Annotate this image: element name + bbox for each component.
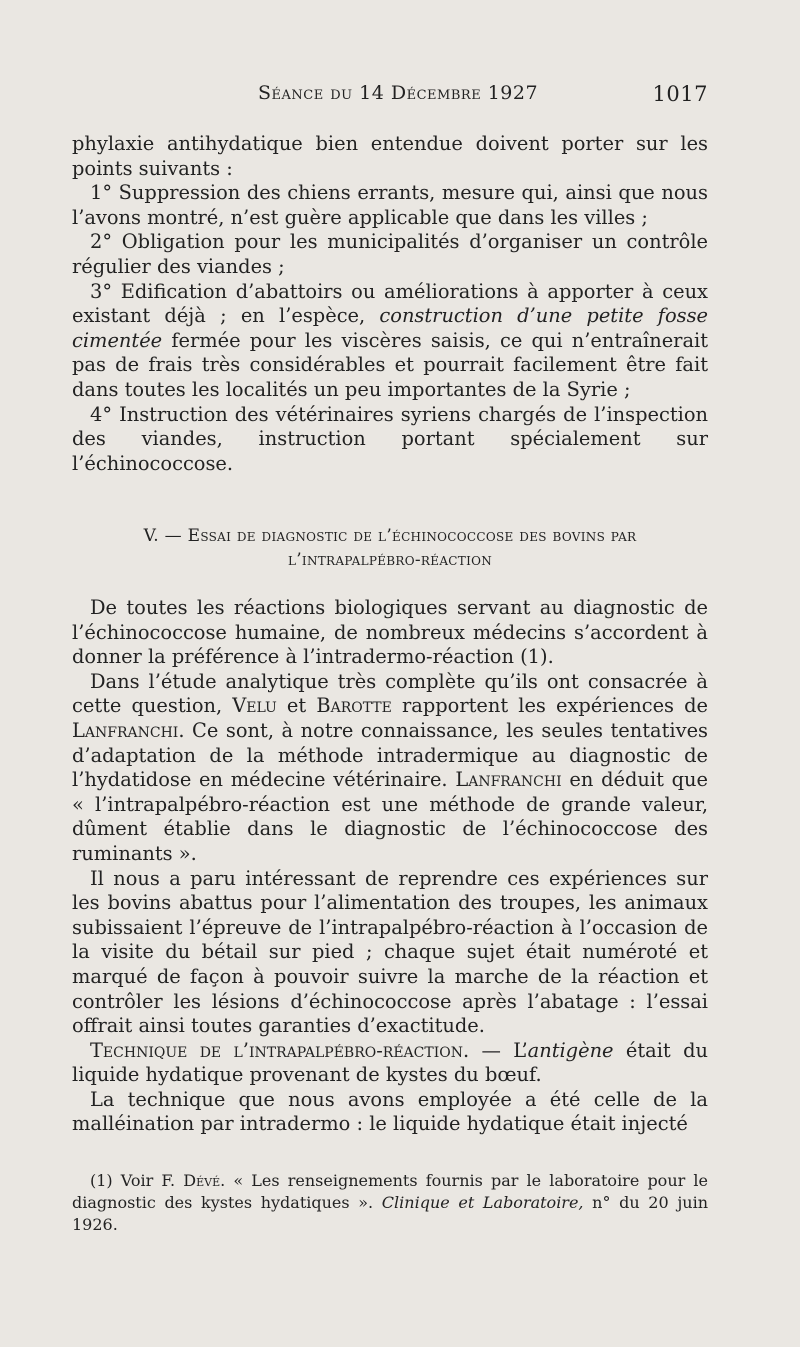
technique-heading: Technique de l’intrapalpébro-réaction. <box>90 1038 470 1062</box>
section-heading <box>72 524 708 572</box>
footnote-text-c: n° du 20 juin 1926. <box>72 1193 709 1234</box>
list-item-2: 2° Obligation pour les municipalités d’organiser un contrôle régulier des viandes ; <box>72 230 708 278</box>
list-item-1: 1° Suppression des chiens errants, mesure qui, ainsi que nous l’avons montré, n’est guère applicable que dans les villes ; <box>72 181 708 229</box>
author-barotte: Barotte <box>316 694 392 718</box>
footnote-text <box>72 1170 708 1236</box>
author-lanfranchi-2: Lanfranchi <box>455 768 562 792</box>
author-velu: Velu <box>232 694 277 718</box>
antigene-emphasis: antigène <box>527 1038 614 1062</box>
item3-emphasis: construction d’une petite fosse cimentée <box>72 304 708 352</box>
p2-text-d: . Ce sont, à notre connaissance, les seules tentatives d’adaptation de la méthode intradermique au diagnostic de l’hydatidose en médecine vétérinaire. <box>72 718 708 792</box>
author-deve: Dévé <box>183 1171 221 1190</box>
body-paragraph-3: Il nous a paru intéressant de reprendre ces expériences sur les bovins abattus pour l’alimentation des troupes, les animaux subissaient l’épreuve de l’intrapalpébro-réaction à l’occasion de la visite du bétail sur pied ; chaque sujet était numéroté et marqué de façon à pouvoir suivre la marche de la réaction et contrôler les lésions d’échinococcose après l’abatage : l’essai offrait ainsi toutes garanties d’exactitude. <box>72 866 708 1038</box>
author-lanfranchi: Lanfranchi <box>72 718 179 742</box>
body-paragraph-2 <box>72 670 708 867</box>
body-paragraph-4 <box>72 1039 708 1088</box>
footnote-text-b: . « Les renseignements fournis par le laboratoire pour le diagnostic des kystes hydatiques ». <box>72 1171 709 1212</box>
journal-title: Clinique et Laboratoire, <box>381 1193 584 1212</box>
running-title: Séance du 14 Décembre 1927 <box>258 82 539 104</box>
page-number: 1017 <box>652 82 708 106</box>
body-paragraph-1: De toutes les réactions biologiques servant au diagnostic de l’échinococcose humaine, de nombreux médecins s’accordent à donner la préférence à l’intradermo-réaction (1). <box>72 596 708 669</box>
body-paragraph-5: La technique que nous avons employée a été celle de la malléination par intradermo : le liquide hydatique était injecté <box>72 1087 708 1136</box>
item3-text-b: fermée pour les viscères saisis, ce qui n’entraînerait pas de frais très considérables et pourrait facilement être fait dans toutes les localités un peu importantes de la Syrie ; <box>72 328 708 401</box>
section-heading-line-2: l’intrapalpébro-réaction <box>287 550 493 570</box>
footnote-text-a: (1) Voir F. <box>90 1171 184 1190</box>
list-item-3 <box>72 280 708 403</box>
section-body <box>72 596 708 1137</box>
item3-text-a: 3° Edification d’abattoirs ou améliorations à apporter à ceux existant déjà ; en l’espèce, <box>72 279 708 328</box>
footnote <box>72 1170 708 1236</box>
p4-text-a: — L’ <box>469 1038 528 1062</box>
p2-text-e: en déduit que « l’intrapalpébro-réaction est une méthode de grande valeur, dûment établie dans le diagnostic de l’échinococcose des ruminants ». <box>72 768 708 865</box>
p4-text-b: était du liquide hydatique provenant de kystes du bœuf. <box>72 1038 708 1087</box>
list-item-4: 4° Instruction des vétérinaires syriens chargés de l’inspection des viandes, instruction portant spécialement sur l’échinococcose. <box>72 402 708 475</box>
p2-text-c: rapportent les expériences de <box>391 694 708 718</box>
p2-text-b: et <box>276 694 317 718</box>
intro-paragraph: phylaxie antihydatique bien entendue doivent porter sur les points suivants : <box>72 132 708 180</box>
section-heading-line-1: V. — Essai de diagnostic de l’échinococcose des bovins par <box>143 526 637 546</box>
p2-text-a: Dans l’étude analytique très complète qu’ils ont consacrée à cette question, <box>72 669 708 718</box>
intro-block <box>72 132 708 476</box>
